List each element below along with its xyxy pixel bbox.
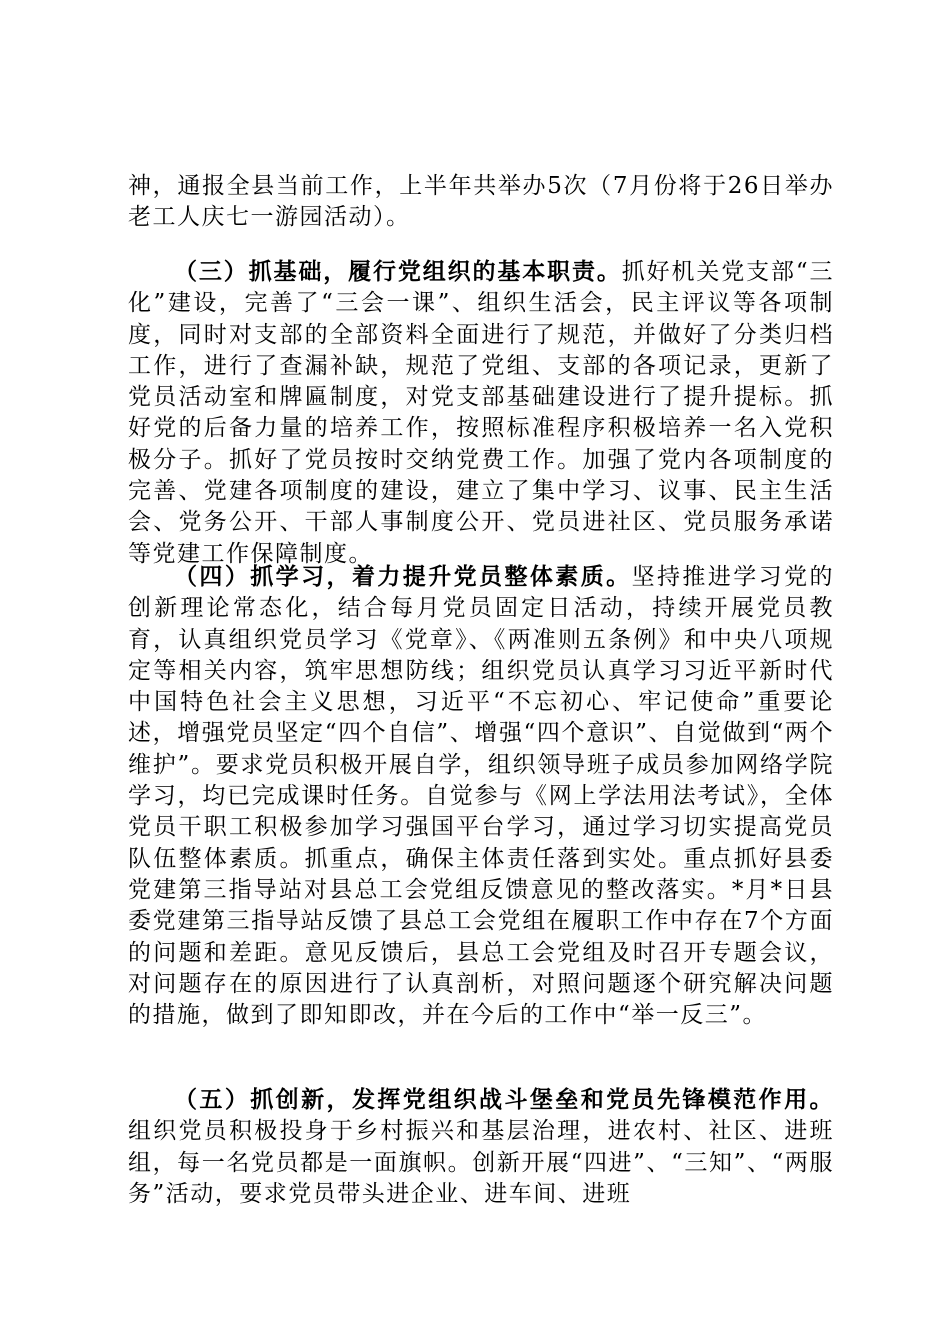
section-5-text (128, 1084, 834, 1210)
section-4-paragraph (128, 561, 834, 1031)
section-3-paragraph (128, 256, 834, 570)
section-3-body: 抓好机关党支部“三化”建设，完善了“三会一课”、组织生活会，民主评议等各项制度，同时对支部的全部资料全面进行了规范，并做好了分类归档工作，进行了查漏补缺，规范了党组、支部的各项记录，更新了党员活动室和牌匾制度，对党支部基础建设进行了提升提标。抓好党的后备力量的培养工作，按照标准程序积极培养一名入党积极分子。抓好了党员按时交纳党费工作。加强了党内各项制度的完善、党建各项制度的建设，建立了集中学习、议事、民主生活会、党务公开、干部人事制度公开、党员进社区、党员服务承诺等党建工作保障制度。 (128, 259, 835, 567)
intro-text: 神，通报全县当前工作，上半年共举办5次（7月份将于26日举办老工人庆七一游园活动）。 (128, 173, 834, 231)
intro-paragraph (128, 171, 834, 234)
section-5-paragraph (128, 1084, 834, 1210)
section-3-text (128, 256, 834, 570)
section-4-heading: （四）抓学习，着力提升党员整体素质。 (174, 563, 632, 590)
section-5-heading: （五）抓创新，发挥党组织战斗堡垒和党员先锋模范作用。 (174, 1086, 834, 1113)
section-4-text (128, 561, 834, 1031)
section-4-body: 坚持推进学习党的创新理论常态化，结合每月党员固定日活动，持续开展党员教育，认真组织党员学习《党章》、《两准则五条例》和中央八项规定等相关内容，筑牢思想防线；组织党员认真学习习近平新时代中国特色社会主义思想，习近平“不忘初心、牢记使命”重要论述，增强党员坚定“四个自信”、增强“四个意识”、自觉做到“两个维护”。要求党员积极开展自学，组织领导班子成员参加网络学院学习，均已完成课时任务。自觉参与《网上学法用法考试》，全体党员干职工积极参加学习强国平台学习，通过学习切实提高党员队伍整体素质。抓重点，确保主体责任落到实处。重点抓好县委党建第三指导站对县总工会党组反馈意见的整改落实。*月*日县委党建第三指导站反馈了县总工会党组在履职工作中存在7个方面的问题和差距。意见反馈后，县总工会党组及时召开专题会议，对问题存在的原因进行了认真剖析，对照问题逐个研究解决问题的措施，做到了即知即改，并在今后的工作中“举一反三”。 (128, 564, 835, 1029)
section-3-heading: （三）抓基础，履行党组织的基本职责。 (174, 258, 622, 285)
section-5-body: 组织党员积极投身于乡村振兴和基层治理，进农村、社区、进班组，每一名党员都是一面旗帜。创新开展“四进”、“三知”、“两服务”活动，要求党员带头进企业、进车间、进班 (128, 1118, 834, 1207)
